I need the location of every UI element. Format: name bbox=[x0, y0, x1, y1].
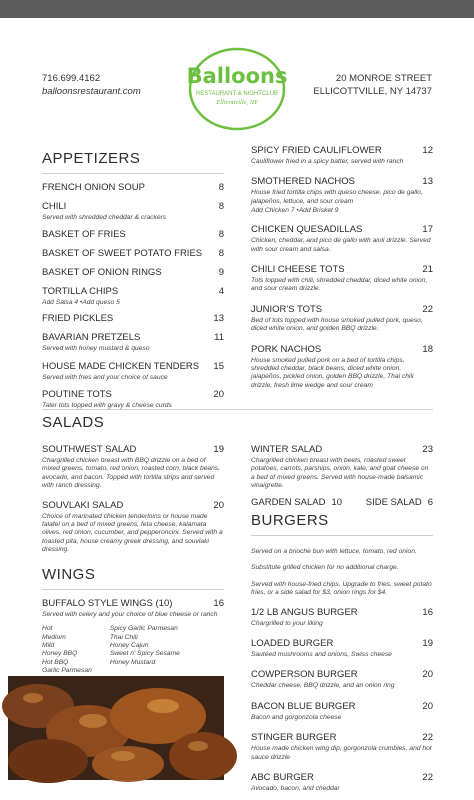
item-name: TORTILLA CHIPS bbox=[42, 286, 119, 298]
item-price: 22 bbox=[422, 732, 433, 744]
item-name: CHICKEN QUESADILLAS bbox=[251, 224, 363, 236]
burgers-intro-1: Served on a brioche bun with lettuce, tomato, red onion. bbox=[251, 548, 417, 555]
menu-item bbox=[251, 264, 433, 294]
menu-item bbox=[42, 267, 224, 279]
item-price: 20 bbox=[422, 700, 433, 712]
item-name: SOUTHWEST SALAD bbox=[42, 444, 137, 455]
item-addons: Add Chicken 7 • Add Brisket 9 bbox=[251, 207, 433, 214]
menu-item bbox=[42, 182, 224, 194]
address-line-2: ELLICOTTVILLE, NY 14737 bbox=[313, 86, 432, 97]
wing-flavors bbox=[42, 625, 224, 675]
item-price: 13 bbox=[422, 176, 433, 188]
item-description: Served with honey mustard & queso bbox=[42, 345, 150, 353]
item-description: Chargrilled chicken breast with beets, roasted sweet potatoes, carrots, parsnips, onion, kale, and goat cheese on a bed of mixed greens. Served with house-made balsamic vinaigrette. bbox=[251, 457, 429, 490]
item-price: 15 bbox=[213, 360, 224, 372]
flavor: Mild bbox=[42, 642, 55, 649]
item-price: 23 bbox=[422, 444, 433, 455]
item-price: 8 bbox=[218, 182, 224, 193]
item-name: BASKET OF SWEET POTATO FRIES bbox=[42, 248, 203, 260]
burgers-section bbox=[251, 512, 433, 800]
item-price: 20 bbox=[213, 389, 224, 401]
item-name: COWPERSON BURGER bbox=[251, 669, 358, 681]
flavor: Garlic Parmesan bbox=[42, 666, 92, 674]
appetizers-title: APPETIZERS bbox=[42, 150, 224, 174]
item-price: 12 bbox=[422, 145, 433, 156]
item-price: 16 bbox=[213, 598, 224, 609]
item-name: 1/2 LB ANGUS BURGER bbox=[251, 606, 358, 618]
wings-photo bbox=[8, 676, 224, 780]
menu-item bbox=[42, 332, 224, 353]
item-description: House smoked pulled pork on a bed of tortilla chips, shredded cheddar, black beans, diced white onion, jalapeños, pickled onion, golden BBQ drizzle, Thai chili drizzle, fresh lime wedge and sour cream bbox=[251, 356, 414, 389]
section-divider bbox=[42, 409, 433, 410]
item-price: 11 bbox=[214, 332, 224, 344]
salads-right-column bbox=[251, 444, 433, 509]
menu-item bbox=[251, 176, 433, 214]
item-name: FRIED PICKLES bbox=[42, 313, 114, 325]
wings-title: WINGS bbox=[42, 566, 224, 590]
menu-item bbox=[251, 669, 433, 690]
menu-item bbox=[251, 607, 433, 628]
item-name: CHILI CHEESE TOTS bbox=[251, 264, 345, 276]
item-price: 8 bbox=[218, 229, 224, 241]
menu-item bbox=[251, 344, 433, 391]
flavor: Hot BBQ bbox=[42, 658, 69, 666]
menu-item bbox=[251, 638, 433, 659]
item-name: ABC BURGER bbox=[251, 772, 314, 784]
menu-item bbox=[42, 500, 224, 555]
item-description: Bed of tots topped with house smoked pulled pork, queso, diced white onion, and golden BBQ drizzle. bbox=[251, 316, 423, 333]
menu-item bbox=[42, 598, 224, 619]
menu-item bbox=[251, 224, 433, 254]
item-name: SPICY FRIED CAULIFLOWER bbox=[251, 145, 382, 156]
item-name: SOUVLAKI SALAD bbox=[42, 499, 124, 511]
item-price: 22 bbox=[422, 772, 433, 784]
appetizers-section bbox=[42, 150, 224, 418]
item-description: Tots topped with chili, shredded cheddar, diced white onion, and sour cream drizzle. bbox=[251, 277, 428, 293]
salads-left-column bbox=[42, 444, 224, 562]
menu-item bbox=[42, 229, 224, 241]
item-price: 19 bbox=[422, 638, 433, 650]
flavor-list-1 bbox=[42, 625, 92, 675]
burgers-title: BURGERS bbox=[251, 512, 433, 536]
item-name: WINTER SALAD bbox=[251, 444, 323, 455]
logo-tagline: RESTAURANT & NIGHTCLUB bbox=[195, 91, 279, 97]
item-name: JUNIOR'S TOTS bbox=[251, 303, 323, 315]
item-description: Sautéed mushrooms and onions, Swiss cheese bbox=[251, 651, 392, 659]
menu-item bbox=[42, 444, 224, 491]
item-name: BAVARIAN PRETZELS bbox=[42, 332, 141, 344]
website-link[interactable]: balloonsrestaurant.com bbox=[42, 86, 141, 97]
item-name: SMOTHERED NACHOS bbox=[251, 176, 355, 188]
item-price: 9 bbox=[218, 267, 224, 279]
item-price: 21 bbox=[422, 264, 433, 276]
wings-section bbox=[42, 566, 224, 675]
garden-salad-price: 10 bbox=[331, 496, 343, 508]
menu-item bbox=[251, 772, 433, 793]
garden-salad-name: GARDEN SALAD bbox=[251, 496, 326, 508]
item-name: BACON BLUE BURGER bbox=[251, 700, 356, 712]
menu-item bbox=[251, 304, 433, 334]
item-description: Cauliflower fried in a spicy batter, served with ranch bbox=[251, 158, 404, 165]
menu-item bbox=[42, 201, 224, 222]
menu-item bbox=[42, 248, 224, 260]
menu-item bbox=[42, 361, 224, 382]
item-description: House fried tortilla chips with queso cheese, pico de gallo, jalapeños, lettuce, and sour cream bbox=[251, 189, 423, 205]
item-name: LOADED BURGER bbox=[251, 638, 334, 650]
menu-item bbox=[42, 286, 224, 306]
logo-location: Ellicottville, NY bbox=[216, 99, 258, 106]
item-description: Avocado, bacon, and cheddar bbox=[251, 785, 340, 793]
flavor: Thai Chili bbox=[109, 633, 138, 641]
item-name: CHILI bbox=[42, 201, 67, 212]
item-addons: Add Salsa 4 • Add queso 5 bbox=[42, 299, 224, 306]
item-name: POUTINE TOTS bbox=[42, 389, 112, 401]
item-name: FRENCH ONION SOUP bbox=[42, 182, 145, 193]
item-price: 17 bbox=[422, 224, 433, 236]
item-price: 13 bbox=[213, 313, 224, 325]
item-name: PORK NACHOS bbox=[251, 343, 322, 355]
top-bar bbox=[0, 0, 474, 18]
side-salad-name: SIDE SALAD bbox=[365, 496, 422, 508]
menu-item bbox=[251, 701, 433, 722]
logo-wordmark: Balloons bbox=[186, 64, 288, 88]
flavor: Honey BBQ bbox=[42, 650, 78, 658]
item-description: Served with celery and your choice of blue cheese or ranch bbox=[42, 611, 218, 618]
flavor: Honey Cajun bbox=[109, 642, 149, 649]
item-description: Choice of marinated chicken tenderloins or house made falafel on a bed of mixed greens, feta cheese, kalamata olives, red onion, cucumber, and pepperoncini. Served with a toasted pita, house creamy greek dressing, and souvlaki dressing. bbox=[42, 512, 223, 554]
burgers-intro-2: Substitute grilled chicken for no additional charge. bbox=[251, 564, 399, 572]
flavor: Honey Mustard bbox=[109, 658, 156, 666]
item-price: 4 bbox=[218, 286, 224, 298]
item-price: 8 bbox=[218, 248, 224, 260]
flavor: Sweet n' Spicy Sesame bbox=[109, 650, 180, 658]
item-description: Bacon and gorgonzola cheese bbox=[251, 713, 342, 721]
item-description: Chicken, cheddar, and pico de gallo with aioli drizzle. Served with sour cream and salsa. bbox=[251, 237, 431, 253]
item-price: 22 bbox=[422, 303, 433, 315]
item-price: 19 bbox=[213, 444, 224, 455]
item-price: 20 bbox=[422, 669, 433, 681]
item-price: 18 bbox=[422, 343, 433, 355]
item-name: BUFFALO STYLE WINGS (10) bbox=[42, 598, 173, 609]
contact-right bbox=[313, 72, 432, 98]
item-description: Served with shredded cheddar & crackers bbox=[42, 214, 167, 221]
menu-item bbox=[251, 732, 433, 762]
item-description: Chargrilled to your liking bbox=[251, 619, 323, 627]
item-name: BASKET OF ONION RINGS bbox=[42, 267, 162, 279]
item-description: Served with fries and your choice of sauce bbox=[42, 373, 168, 381]
side-salad-price: 6 bbox=[427, 496, 433, 508]
contact-left bbox=[42, 72, 141, 98]
item-description: Tater tots topped with gravy & cheese curds bbox=[42, 402, 172, 410]
item-price: 8 bbox=[218, 201, 224, 212]
address-line-1: 20 MONROE STREET bbox=[335, 73, 432, 84]
item-price: 20 bbox=[213, 499, 224, 511]
salads-title: SALADS bbox=[42, 414, 105, 431]
item-description: House made chicken wing dip, gorgonzola crumbles, and hot sauce drizzle bbox=[251, 745, 432, 761]
appetizers-right-column bbox=[251, 145, 433, 397]
menu-item bbox=[251, 444, 433, 491]
menu-item bbox=[42, 313, 224, 325]
item-price: 16 bbox=[422, 606, 433, 618]
flavor: Spicy Garlic Parmesan bbox=[109, 625, 178, 633]
item-description: Chargrilled chicken breast with BBQ drizzle on a bed of mixed greens, tomato, red onion, roasted corn, black beans, avocado, and bacon. Topped with tortilla strips and served with ranch dressing. bbox=[42, 457, 221, 490]
burgers-intro-3: Served with house-fried chips. Upgrade to fries, sweet potato fries, or a side salad for $3, onion rings for $4. bbox=[251, 580, 432, 597]
garden-side-row bbox=[251, 497, 433, 509]
menu-item bbox=[42, 389, 224, 410]
item-name: HOUSE MADE CHICKEN TENDERS bbox=[42, 360, 200, 372]
menu-item bbox=[251, 145, 433, 166]
flavor: Hot bbox=[42, 625, 53, 633]
balloons-logo bbox=[187, 46, 287, 132]
item-name: STINGER BURGER bbox=[251, 732, 337, 744]
item-description: Cheddar cheese, BBQ drizzle, and an onion ring bbox=[251, 682, 395, 690]
flavor-list-2 bbox=[110, 625, 180, 675]
flavor: Medium bbox=[42, 633, 66, 641]
phone-number[interactable]: 716.699.4162 bbox=[42, 73, 101, 84]
salads-header bbox=[42, 414, 433, 437]
item-name: BASKET OF FRIES bbox=[42, 229, 126, 241]
